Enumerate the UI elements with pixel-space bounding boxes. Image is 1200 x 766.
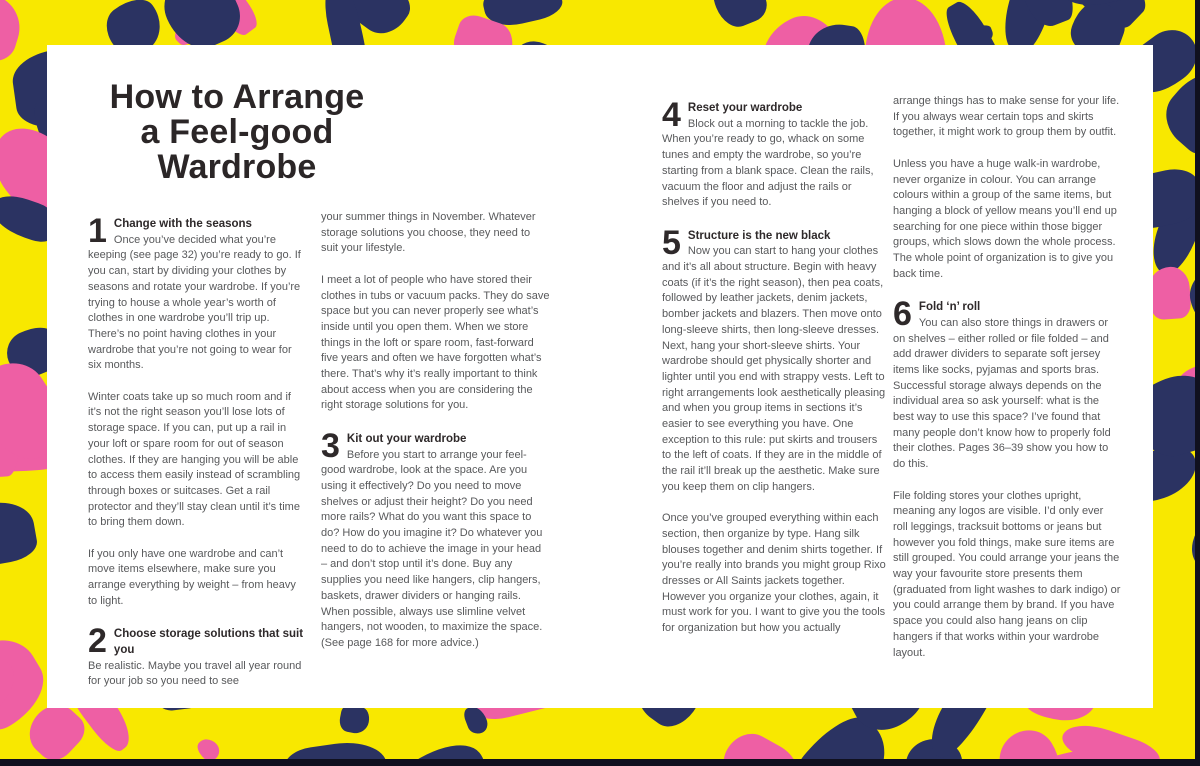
body-text: Now you can start to hang your clothes and it’s all about structure. Begin with heavy coats (if it’s the right season), then pea coats, followed by leather jackets, denim jackets, bomber jackets and blazers. Then move onto long-sleeve shirts, then long-sleeve dresses. Next, hang your short-sleeve shirts. Your wardrobe should get physically shorter and lighter until you end with strappy vests. Left to right arrangements look aesthetically pleasing and when you group items in sections it’s easier to see everything you have. One exception to this rule: put skirts and trousers to the left of coats. If they are in the middle of the rail it’ll break up the aesthetic. Make sure you keep them on clip hangers. bbox=[662, 245, 886, 493]
section-heading: Reset your wardrobe bbox=[687, 102, 803, 114]
body-text: Winter coats take up so much room and if it’s not the right season you’ll lose lots of storage space. If you can, put up a rail in your loft or spare room for out of season clothes. If they are hanging you will be able to access them easily instead of scrambling through boxes or suitcases. Get a rail protector and they’ll stay clean until it’s time to bring them down. bbox=[88, 390, 301, 529]
left-page-column-2 bbox=[321, 210, 550, 667]
title-line-3: Wardrobe bbox=[157, 148, 317, 186]
section-heading: Choose storage solutions that suit you bbox=[113, 628, 304, 656]
pattern-blob bbox=[0, 497, 40, 570]
body-text: I meet a lot of people who have stored their clothes in tubs or vacuum packs. They do save space but you can never properly see what’s inside until you open them. When we store things in the loft or spare room, fast-forward five years and often we have forgotten what’s there. That’s why it’s really important to think about access when you are considering the right storage solutions for you. bbox=[321, 273, 550, 412]
section-number: 1 bbox=[88, 212, 107, 250]
body-text: Be realistic. Maybe you travel all year round for your job so you need to see bbox=[88, 659, 302, 688]
pattern-blob bbox=[0, 0, 28, 67]
section-heading: Change with the seasons bbox=[113, 218, 252, 230]
section-number: 4 bbox=[662, 96, 681, 134]
book-bottom-edge bbox=[0, 759, 1200, 766]
body-text: File folding stores your clothes upright, meaning any logos are visible. I’d only ever roll leggings, tracksuit bottoms or jeans but however you fold things, make sure items are still grouped. You could arrange your jeans the way your favourite store presents them (graduated from light washes to dark indigo) or you could arrange them by brand. If you have space you could also hang jeans on clip hangers if that works within your wardrobe layout. bbox=[893, 489, 1121, 659]
page-title bbox=[94, 80, 380, 185]
body-text: If you only have one wardrobe and can’t move items elsewhere, make sure you arrange everything by weight – from heavy to light. bbox=[88, 547, 296, 607]
paragraph bbox=[893, 94, 1121, 141]
paragraph bbox=[88, 390, 307, 531]
title-line-2: a Feel-good bbox=[140, 113, 334, 151]
paragraph bbox=[321, 210, 550, 257]
body-text: Once you’ve grouped everything within each section, then organize by type. Hang silk blouses together and denim shirts together. If you’re really into brands you might group Rixo dresses or All Saints jackets together. However you organize your clothes, again, it must work for you. I want to give you the tools for organization but how you actually bbox=[662, 512, 886, 635]
body-text: Unless you have a huge walk-in wardrobe, never organize in colour. You can arrange colours within a group of the same items, but hanging a block of yellow means you’ll end up searching for one piece within those bigger groups, which slows down the whole process. The whole point of organization is to give you back time. bbox=[893, 157, 1117, 280]
pattern-blob bbox=[338, 703, 372, 735]
section-block bbox=[88, 212, 307, 374]
body-text: your summer things in November. Whatever storage solutions you choose, they need to suit your lifestyle. bbox=[321, 211, 536, 255]
section-heading: Kit out your wardrobe bbox=[346, 432, 467, 445]
paragraph bbox=[88, 547, 307, 610]
pattern-blob bbox=[706, 0, 772, 33]
body-text: Once you’ve decided what you’re keeping (see page 32) you’re ready to go. If you can, start by dividing your clothes by seasons and rotate your wardrobe. If you’re trying to house a whole year’s worth of clothes in one wardrobe you’ll trip up. There’s no point having clothes in your wardrobe that you’re not going to wear for six months. bbox=[88, 233, 301, 372]
paragraph bbox=[893, 489, 1121, 662]
section-block bbox=[321, 426, 550, 652]
book-right-edge bbox=[1195, 0, 1200, 766]
pattern-blob bbox=[1148, 266, 1192, 321]
section-heading: Fold ‘n’ roll bbox=[918, 301, 981, 314]
body-text: You can also store things in drawers or on shelves – either rolled or file folded – and add drawer dividers to separate soft jersey items like socks, pyjamas and sports bras. Successful storage always depends on the individual area so ask yourself: what is the best way to use this space? I’ve found that many people don’t know how to properly fold their clothes. Pages 36–39 show you how to do this. bbox=[893, 316, 1111, 471]
section-block bbox=[662, 223, 886, 496]
section-number: 6 bbox=[893, 295, 912, 334]
body-text: arrange things has to make sense for your life. If you always wear certain tops and skirts together, it might work to group them by outfit. bbox=[893, 95, 1120, 139]
right-page-column-1 bbox=[662, 94, 886, 653]
paragraph bbox=[321, 273, 550, 414]
section-number: 3 bbox=[321, 426, 340, 465]
section-block bbox=[662, 96, 886, 211]
title-line-1: How to Arrange bbox=[109, 78, 365, 116]
right-page-column-2 bbox=[893, 94, 1121, 677]
section-heading: Structure is the new black bbox=[687, 229, 831, 242]
left-page-column-1 bbox=[88, 210, 307, 706]
body-text: Block out a morning to tackle the job. When you’re ready to go, whack on some tunes and empty the wardrobe, so you’re starting from a blank space. Clean the rails, vacuum the floor and adjust the rails or shelves if you need to. bbox=[662, 117, 874, 209]
section-number: 2 bbox=[88, 622, 107, 661]
section-block bbox=[893, 295, 1121, 473]
body-text: Before you start to arrange your feel-good wardrobe, look at the space. Are you using it effectively? Do you need to move shelves or adjust their height? Do you need more rails? What do you want this space to do? How do you imagine it? Do whatever you need to do to achieve the image in your head – and don’t stop until it’s done. Buy any supplies you need like hangers, clip hangers, baskets, drawer dividers or hanging rails. When possible, always use slimline velvet hangers, not wooden, to maximize the space. (See page 168 for more advice.) bbox=[321, 448, 543, 649]
section-number: 5 bbox=[662, 223, 681, 262]
section-block bbox=[88, 622, 307, 690]
paragraph bbox=[662, 511, 886, 637]
paragraph bbox=[893, 157, 1121, 283]
